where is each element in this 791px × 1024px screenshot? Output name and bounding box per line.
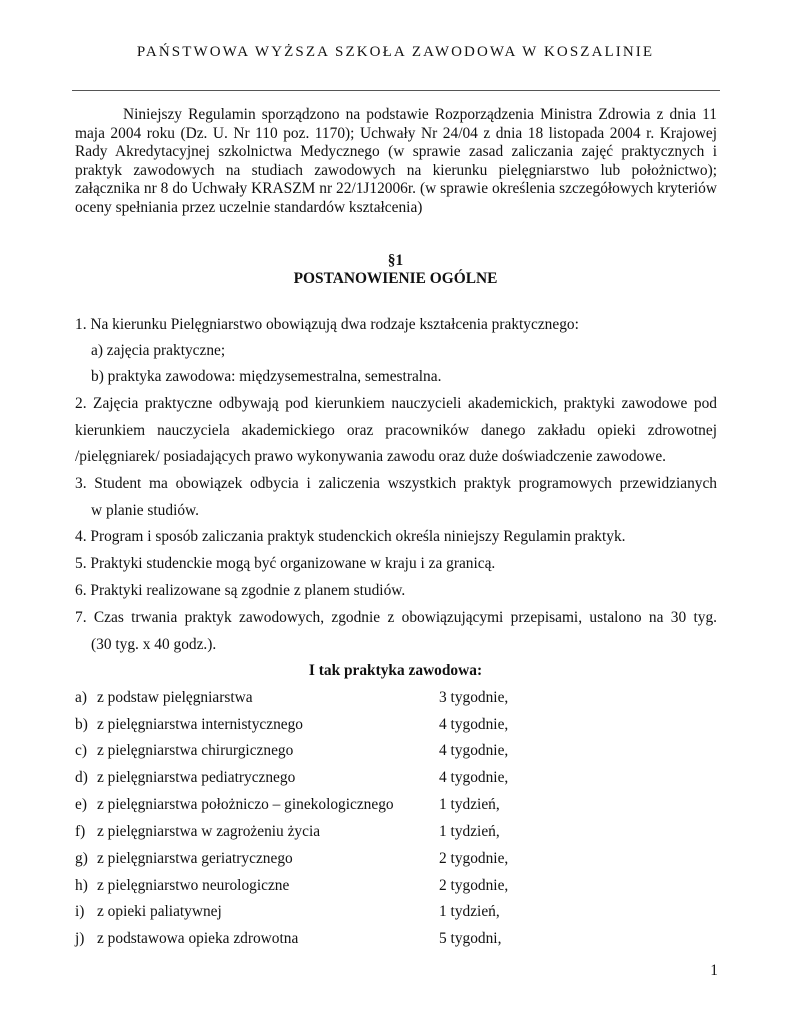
item-name: z pielęgniarstwa w zagrożeniu życia <box>97 823 321 840</box>
item-duration: 4 tygodnie, <box>439 716 509 733</box>
point-7-line-1: 7. Czas trwania praktyk zawodowych, zgodnie z obowiązującymi przepisami, ustalono na 30 tyg. <box>75 609 717 626</box>
point-7-line-2: (30 tyg. x 40 godz.). <box>91 636 217 653</box>
item-duration: 2 tygodnie, <box>439 877 509 894</box>
item-letter: d) <box>75 769 88 786</box>
item-duration: 1 tydzień, <box>439 823 500 840</box>
point-1a: a) zajęcia praktyczne; <box>91 342 226 359</box>
section-title: POSTANOWIENIE OGÓLNE <box>293 270 498 287</box>
practice-heading: I tak praktyka zawodowa: <box>308 662 483 679</box>
item-name: z pielęgniarstwa chirurgicznego <box>97 742 294 759</box>
point-1: 1. Na kierunku Pielęgniarstwo obowiązują dwa rodzaje kształcenia praktycznego: <box>75 316 579 333</box>
item-name: z podstawowa opieka zdrowotna <box>97 930 299 947</box>
point-3-line-2: w planie studiów. <box>91 502 200 519</box>
point-5: 5. Praktyki studenckie mogą być organizowane w kraju i za granicą. <box>75 555 496 572</box>
point-3-line-1: 3. Student ma obowiązek odbycia i zaliczenia wszystkich praktyk programowych przewidzianych <box>75 475 717 492</box>
item-name: z pielęgniarstwo neurologiczne <box>97 877 290 894</box>
item-name: z pielęgniarstwa geriatrycznego <box>97 850 293 867</box>
item-name: z pielęgniarstwa położniczo – ginekologicznego <box>97 796 394 813</box>
point-4: 4. Program i sposób zaliczania praktyk studenckich określa niniejszy Regulamin praktyk. <box>75 528 626 545</box>
item-letter: g) <box>75 850 88 867</box>
document-header: PAŃSTWOWA WYŻSZA SZKOŁA ZAWODOWA W KOSZALINIE <box>136 44 655 60</box>
item-duration: 5 tygodni, <box>439 930 502 947</box>
item-duration: 4 tygodnie, <box>439 742 509 759</box>
item-name: z podstaw pielęgniarstwa <box>97 689 253 706</box>
point-1b: b) praktyka zawodowa: międzysemestralna, semestralna. <box>91 368 442 385</box>
point-2-line-2: kierunkiem nauczyciela akademickiego oraz pracowników danego zakładu opieki zdrowotnej <box>75 422 717 439</box>
item-letter: j) <box>75 930 85 947</box>
item-duration: 2 tygodnie, <box>439 850 509 867</box>
item-name: z pielęgniarstwa internistycznego <box>97 716 303 733</box>
item-letter: f) <box>75 823 86 840</box>
item-duration: 3 tygodnie, <box>439 689 509 706</box>
page-number: 1 <box>710 962 718 979</box>
intro-paragraph: Niniejszy Regulamin sporządzono na podstawie Rozporządzenia Ministra Zdrowia z dnia 11 maja 2004 roku (Dz. U. Nr 110 poz. 1170); Uchwały Nr 24/04 z dnia 18 listopada 2004 r. Krajowej Rady Akredytacyjnej szkolnictwa Medycznego (w sprawie zasad zaliczania zajęć praktycznych i praktyk zawodowych na studiach zawodowych na kierunku pielęgniarstwo lub położnictwo); załącznika nr 8 do Uchwały KRASZM nr 22/1J12006r. (w sprawie określenia szczegółowych kryteriów oceny spełniania przez uczelnie standardów kształcenia) <box>75 106 717 216</box>
item-letter: c) <box>75 742 87 759</box>
item-letter: h) <box>75 877 88 894</box>
point-2-line-1: 2. Zajęcia praktyczne odbywają pod kierunkiem nauczycieli akademickich, praktyki zawodowe pod <box>75 395 717 412</box>
point-6: 6. Praktyki realizowane są zgodnie z planem studiów. <box>75 582 406 599</box>
item-letter: a) <box>75 689 87 706</box>
item-name: z opieki paliatywnej <box>97 903 222 920</box>
header-divider <box>72 90 720 91</box>
item-duration: 1 tydzień, <box>439 796 500 813</box>
item-letter: b) <box>75 716 88 733</box>
point-2-line-3: /pielęgniarek/ posiadających prawo wykonywania zawodu oraz duże doświadczenie zawodowe. <box>75 448 667 465</box>
item-duration: 4 tygodnie, <box>439 769 509 786</box>
item-name: z pielęgniarstwa pediatrycznego <box>97 769 296 786</box>
item-letter: e) <box>75 796 87 813</box>
item-duration: 1 tydzień, <box>439 903 500 920</box>
section-number: §1 <box>387 252 404 269</box>
item-letter: i) <box>75 903 85 920</box>
